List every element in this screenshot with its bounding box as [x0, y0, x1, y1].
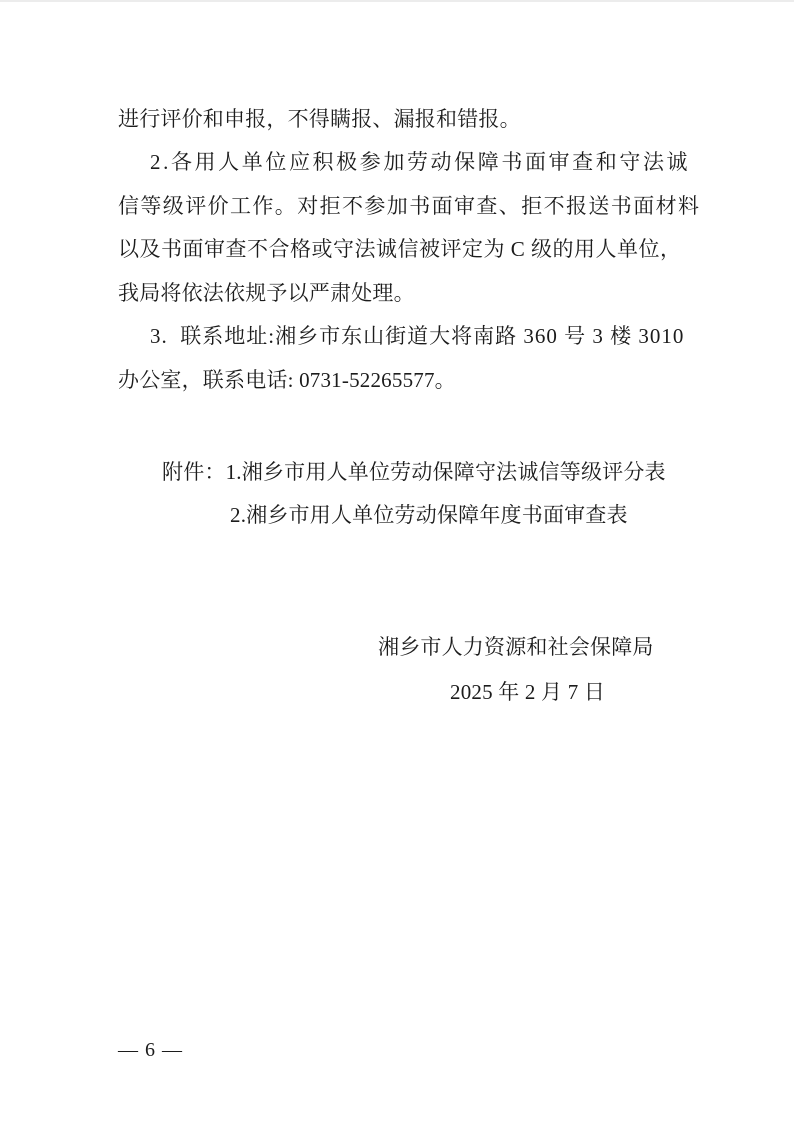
body-line: 信等级评价工作。对拒不参加书面审查、拒不报送书面材料 [118, 194, 701, 218]
attachment-line: 附件：1.湘乡市用人单位劳动保障守法诚信等级评分表 [162, 460, 666, 484]
page-number: — 6 — [118, 1039, 183, 1061]
body-line: 以及书面审查不合格或守法诚信被评定为 C 级的用人单位， [118, 237, 682, 261]
body-line: 办公室，联系电话: 0731-52265577。 [118, 368, 456, 392]
attachment-line: 2.湘乡市用人单位劳动保障年度书面审查表 [230, 503, 628, 527]
scan-edge-artifact [0, 0, 794, 2]
body-line: 进行评价和申报，不得瞒报、漏报和错报。 [118, 107, 521, 131]
issue-date: 2025 年 2 月 7 日 [450, 680, 606, 704]
body-line: 3. 联系地址:湘乡市东山街道大将南路 360 号 3 楼 3010 [150, 324, 685, 348]
body-line: 我局将依法依规予以严肃处理。 [118, 281, 415, 305]
body-line: 2.各用人单位应积极参加劳动保障书面审查和守法诚 [150, 150, 691, 174]
issuer-signature: 湘乡市人力资源和社会保障局 [378, 635, 654, 659]
